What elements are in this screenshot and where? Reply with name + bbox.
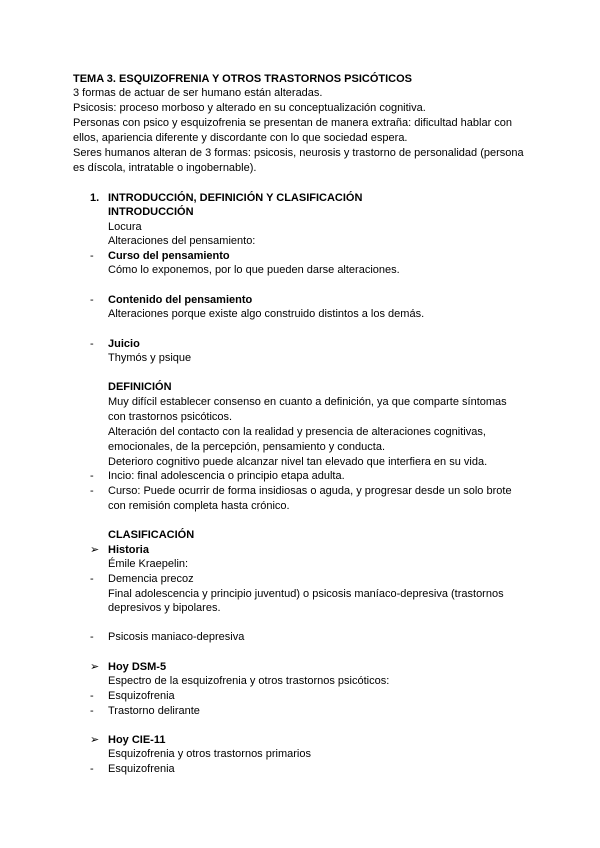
definicion-line: Deterioro cognitivo puede alcanzar nivel tan elevado que interfiera en su vida. [108,456,488,468]
dash-marker: - [90,631,94,643]
dash-marker: - [90,485,94,497]
dash-marker: - [90,573,94,585]
demencia-item: Demencia precoz [108,573,194,585]
dash-marker: - [90,250,94,262]
section-number: 1. [90,192,100,204]
intro-item: Alteraciones del pensamiento: [108,235,256,247]
intro-item: Locura [108,221,142,233]
curso-line: con remisión completa hasta crónico. [108,500,290,512]
contenido-text: Alteraciones porque existe algo construido distintos a los demás. [108,308,425,320]
contenido-title: Contenido del pensamiento [108,294,253,306]
arrow-marker: ➢ [90,544,100,556]
juicio-title: Juicio [108,338,140,350]
intro-line: ellos, apariencia diferente y discordante con lo que sociedad espera. [73,132,408,144]
definicion-line: emocionales, de la percepción, pensamiento y conducta. [108,441,386,453]
cie-title: Hoy CIE-11 [108,734,166,746]
dash-marker: - [90,470,94,482]
definicion-title: DEFINICIÓN [108,381,172,393]
dash-marker: - [90,705,94,717]
arrow-marker: ➢ [90,661,100,673]
demencia-line: Final adolescencia y principio juventud) o psicosis maníaco-depresiva (trastornos [108,588,504,600]
document-title: TEMA 3. ESQUIZOFRENIA Y OTROS TRASTORNOS PSICÓTICOS [73,73,413,85]
curso-text: Cómo lo exponemos, por lo que pueden darse alteraciones. [108,264,400,276]
dsm-text: Espectro de la esquizofrenia y otros trastornos psicóticos: [108,675,390,687]
intro-line: Seres humanos alteran de 3 formas: psicosis, neurosis y trastorno de personalidad (persona [73,147,524,159]
arrow-marker: ➢ [90,734,100,746]
definicion-line: Alteración del contacto con la realidad y presencia de alteraciones cognitivas, [108,426,486,438]
definicion-line: con trastornos psicóticos. [108,411,233,423]
historia-author: Émile Kraepelin: [108,558,189,570]
dsm-item: Esquizofrenia [108,690,175,702]
dsm-title: Hoy DSM-5 [108,661,167,673]
intro-line: 3 formas de actuar de ser humano están alteradas. [73,87,323,99]
clasificacion-title: CLASIFICACIÓN [108,529,195,541]
curso-line: Curso: Puede ocurrir de forma insidiosas o aguda, y progresar desde un solo brote [108,485,512,497]
cie-item: Esquizofrenia [108,763,175,775]
definicion-line: Muy difícil establecer consenso en cuanto a definición, ya que comparte síntomas [108,396,507,408]
psicosis-item: Psicosis maniaco-depresiva [108,631,245,643]
dash-marker: - [90,338,94,350]
dash-marker: - [90,763,94,775]
subsection-introduccion: INTRODUCCIÓN [108,206,194,218]
juicio-text: Thymós y psique [108,352,192,364]
intro-line: es díscola, intratable o ingobernable). [73,162,257,174]
dash-marker: - [90,294,94,306]
intro-line: Psicosis: proceso morboso y alterado en su conceptualización cognitiva. [73,102,426,114]
inicio-text: Incio: final adolescencia o principio etapa adulta. [108,470,345,482]
dsm-item: Trastorno delirante [108,705,200,717]
historia-title: Historia [108,544,149,556]
section-heading: INTRODUCCIÓN, DEFINICIÓN Y CLASIFICACIÓN [108,192,363,204]
intro-line: Personas con psico y esquizofrenia se presentan de manera extraña: dificultad hablar con [73,117,513,129]
curso-title: Curso del pensamiento [108,250,230,262]
cie-text: Esquizofrenia y otros trastornos primarios [108,748,311,760]
demencia-line: depresivos y bipolares. [108,602,221,614]
dash-marker: - [90,690,94,702]
